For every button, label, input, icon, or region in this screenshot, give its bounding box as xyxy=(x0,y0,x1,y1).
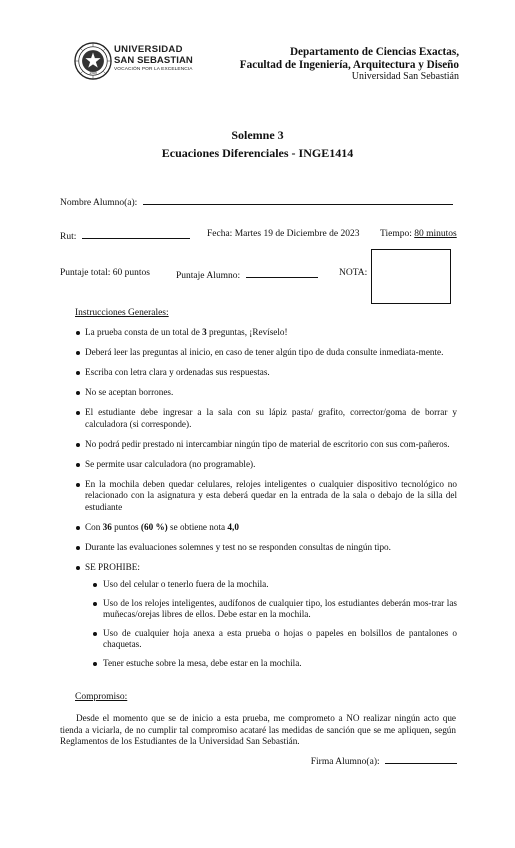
commitment-text: Desde el momento que se de inicio a esta prueba, me comprometo a NO realizar ningún acto que tienda a viciarla, de no cumplir tal compromiso acataré las medidas de sanción que se me apliquen, según Reglamentos de los Estudiantes de la Universidad San Sebastián. xyxy=(60,713,456,747)
signature-row xyxy=(311,754,457,767)
prohibit-item: Uso de cualquier hoja anexa a esta prueba o hojas o papeles en bolsillos de pantalones o chaquetas. xyxy=(89,628,457,651)
commitment-heading: Compromiso: xyxy=(75,692,128,702)
name-field[interactable] xyxy=(143,195,453,205)
instructions-list xyxy=(75,327,457,678)
name-label: Nombre Alumno(a): xyxy=(60,198,138,208)
course-title: Ecuaciones Diferenciales - INGE1414 xyxy=(161,146,354,160)
instruction-item: La prueba consta de un total de 3 preguntas, ¡Revíselo! xyxy=(75,327,457,339)
prohibits-label: SE PROHIBE: xyxy=(85,561,140,572)
instruction-item: No podrá pedir prestado ni intercambiar ningún tipo de material de escritorio con sus com-pañeros. xyxy=(75,439,457,451)
prohibit-item: Tener estuche sobre la mesa, debe estar en la mochila. xyxy=(89,658,457,670)
instruction-item: Durante las evaluaciones solemnes y test no se responden consultas de ningún tipo. xyxy=(75,542,457,554)
signature-field[interactable] xyxy=(385,754,457,764)
time-value: 80 minutos xyxy=(414,229,457,239)
instructions-heading: Instrucciones Generales: xyxy=(75,308,169,318)
prohibits-list xyxy=(89,579,457,669)
instruction-item: Deberá leer las preguntas al inicio, en caso de tener algún tipo de duda consulte inmediata-mente. xyxy=(75,347,457,359)
university-seal-icon xyxy=(74,42,112,80)
student-points-field[interactable] xyxy=(246,268,318,278)
prohibit-item: Uso de los relojes inteligentes, audífonos de cualquier tipo, los estudiantes deberán mos-trar las muñecas/orejas libres de ellos. Debe estar en la mochila. xyxy=(89,598,457,621)
exam-title: Solemne 3 xyxy=(231,128,284,142)
signature-label: Firma Alumno(a): xyxy=(310,757,380,767)
university-logo xyxy=(74,42,199,82)
rut-row xyxy=(60,229,190,242)
rut-field[interactable] xyxy=(82,229,190,239)
prohibits-item xyxy=(75,562,457,670)
time-label: Tiempo: xyxy=(380,229,412,239)
seal-year: 1989 xyxy=(89,70,97,75)
instruction-item: Se permite usar calculadora (no programable). xyxy=(75,459,457,471)
logo-line-1: UNIVERSIDAD xyxy=(114,44,183,55)
student-points-row xyxy=(176,268,318,281)
instruction-item: Con 36 puntos (60 %) se obtiene nota 4,0 xyxy=(75,522,457,534)
department-line-2: Facultad de Ingeniería, Arquitectura y Diseño xyxy=(239,58,459,71)
instruction-item: No se aceptan borrones. xyxy=(75,387,457,399)
instruction-item: El estudiante debe ingresar a la sala con su lápiz pasta/ grafito, corrector/goma de borrar y calculadora (si corresponde). xyxy=(75,407,457,430)
logo-wordmark xyxy=(114,45,193,73)
instruction-item: En la mochila deben quedar celulares, relojes inteligentes o cualquier dispositivo tecnológico no relacionado con la asignatura y esta deberá quedar en la entrada de la sala o debajo de la silla del estudiante xyxy=(75,479,457,514)
grade-box[interactable] xyxy=(371,249,451,304)
time-row xyxy=(380,229,457,239)
logo-line-2: SAN SEBASTIAN xyxy=(114,54,193,66)
prohibit-item: Uso del celular o tenerlo fuera de la mochila. xyxy=(89,579,457,591)
total-points: Puntaje total: 60 puntos xyxy=(60,268,150,278)
date-text: Fecha: Martes 19 de Diciembre de 2023 xyxy=(207,229,360,239)
university-name: Universidad San Sebastián xyxy=(351,71,459,82)
rut-label: Rut: xyxy=(60,232,77,242)
instruction-item: Escriba con letra clara y ordenadas sus respuestas. xyxy=(75,367,457,379)
logo-tagline: VOCACIÓN POR LA EXCELENCIA xyxy=(114,67,193,72)
department-line-1: Departamento de Ciencias Exactas, xyxy=(289,46,459,58)
student-points-label: Puntaje Alumno: xyxy=(176,271,241,281)
name-row xyxy=(60,195,453,208)
grade-label: NOTA: xyxy=(339,268,368,278)
department-block xyxy=(240,46,459,84)
